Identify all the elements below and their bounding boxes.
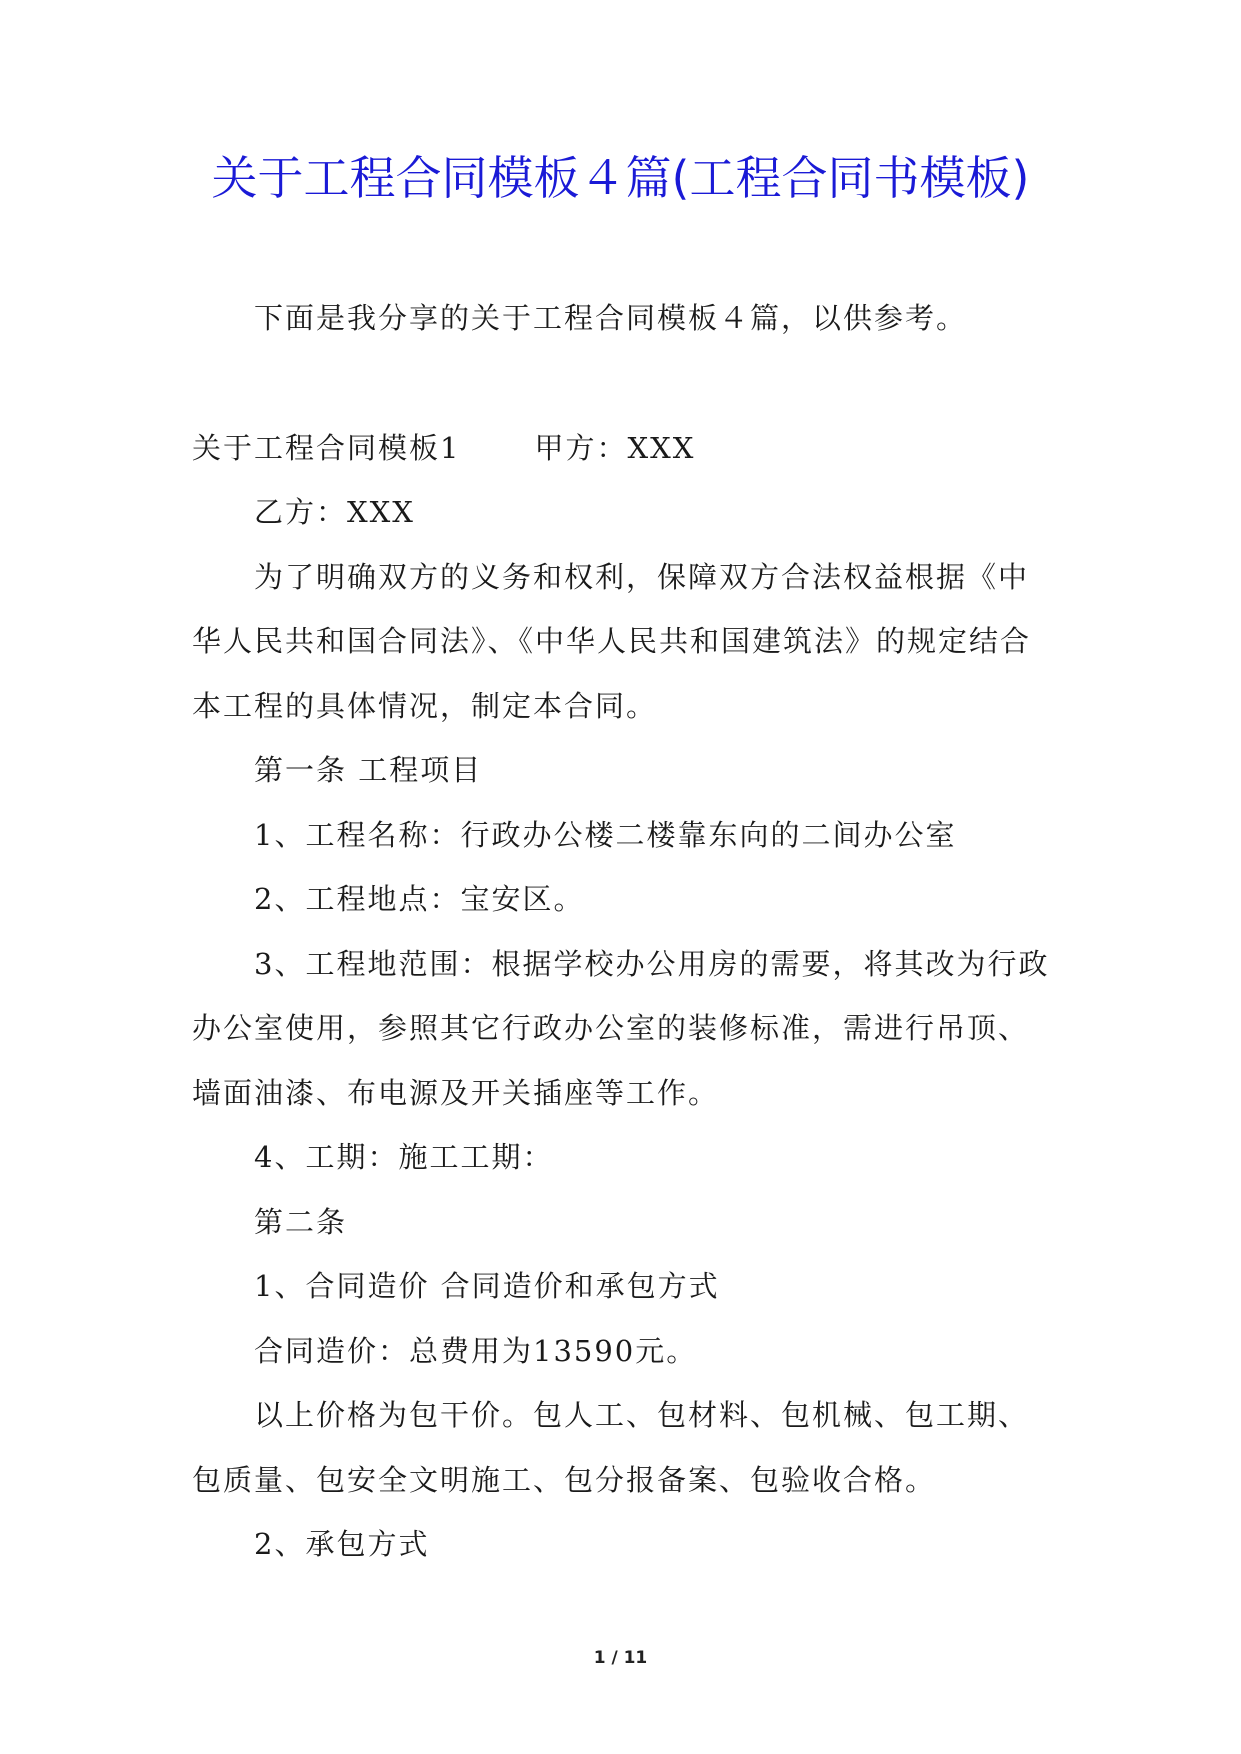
price-inclusions: 以上价格为包干价。包人工、包材料、包机械、包工期、包质量、包安全文明施工、包分报备案、包验收合格。 — [192, 1398, 1030, 1497]
contract-price-total: 合同造价：总费用为13590元。 — [254, 1333, 698, 1368]
party-a: 甲方：XXX — [534, 430, 696, 465]
article-one-heading: 第一条 工程项目 — [254, 753, 483, 787]
intro-paragraph: 下面是我分享的关于工程合同模板４篇，以供参考。 — [254, 301, 968, 335]
contract-price-heading: 1、合同造价 合同造价和承包方式 — [254, 1269, 720, 1303]
project-scope: 3、工程地范围：根据学校办公用房的需要，将其改为行政办公室使用，参照其它行政办公室的装修标准，需进行吊顶、墙面油漆、布电源及开关插座等工作。 — [192, 946, 1050, 1110]
document-body — [192, 286, 1058, 1577]
document-title: 关于工程合同模板４篇(工程合同书模板) — [211, 151, 1030, 205]
project-location: 2、工程地点：宝安区。 — [254, 882, 585, 916]
contract-method-heading: 2、承包方式 — [254, 1527, 430, 1561]
page-number: 1 / 11 — [593, 1648, 648, 1668]
section-heading: 关于工程合同模板1 — [192, 430, 461, 465]
project-duration: 4、工期：施工工期： — [254, 1140, 554, 1174]
section-heading-line — [192, 416, 1058, 481]
project-name: 1、工程名称：行政办公楼二楼靠东向的二间办公室 — [254, 817, 957, 852]
paragraph-purpose: 为了明确双方的义务和权利，保障双方合法权益根据《中华人民共和国合同法》、《中华人民共和国建筑法》的规定结合本工程的具体情况，制定本合同。 — [192, 559, 1032, 723]
article-two-heading: 第二条 — [254, 1204, 348, 1239]
party-b: 乙方：XXX — [254, 495, 415, 529]
